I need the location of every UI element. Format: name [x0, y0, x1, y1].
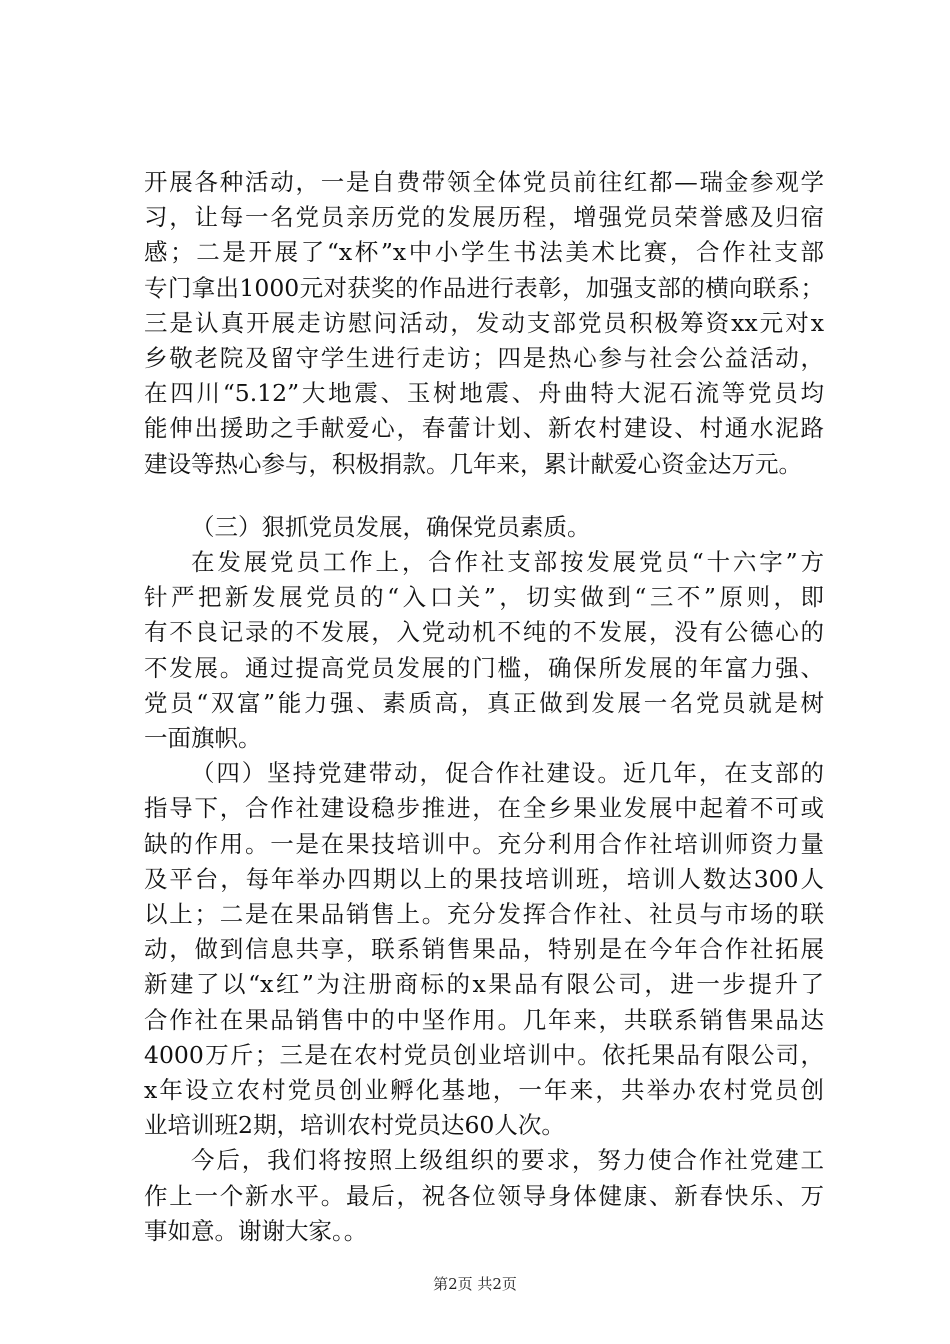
- text-line: 4000万斤；三是在农村党员创业培训中。依托果品有限公司，: [144, 1040, 824, 1069]
- text-line: 新建了以“x红”为注册商标的x果品有限公司，进一步提升了: [144, 970, 824, 999]
- paragraph-cooperative-building: [144, 756, 824, 1143]
- text-line: 及平台，每年举办四期以上的果技培训班，培训人数达300人: [144, 864, 824, 893]
- text-line: 在四川“5.12”大地震、玉树地震、舟曲特大泥石流等党员均: [144, 379, 824, 408]
- paragraph-member-development: [144, 545, 824, 756]
- text-line: （四）坚持党建带动，促合作社建设。近几年，在支部的: [191, 759, 824, 788]
- text-line: 在发展党员工作上，合作社支部按发展党员“十六字”方: [191, 548, 824, 577]
- text-line: 有不良记录的不发展，入党动机不纯的不发展，没有公德心的: [144, 618, 824, 647]
- text-line: 乡敬老院及留守学生进行走访；四是热心参与社会公益活动，: [144, 344, 824, 373]
- text-line: 不发展。通过提高党员发展的门槛，确保所发展的年富力强、: [144, 653, 824, 682]
- text-line: 业培训班2期，培训农村党员达60人次。: [144, 1111, 565, 1140]
- paragraph-closing: [144, 1143, 824, 1249]
- text-line: 事如意。谢谢大家。。: [144, 1216, 368, 1245]
- text-line: 指导下，合作社建设稳步推进，在全乡果业发展中起着不可或: [144, 794, 824, 823]
- text-line: 习，让每一名党员亲历党的发展历程，增强党员荣誉感及归宿: [144, 203, 824, 232]
- text-line: 合作社在果品销售中的中坚作用。几年来，共联系销售果品达: [144, 1005, 824, 1034]
- text-line: x年设立农村党员创业孵化基地，一年来，共举办农村党员创: [144, 1076, 824, 1105]
- text-line: 感；二是开展了“x杯”x中小学生书法美术比赛，合作社支部: [144, 238, 824, 267]
- text-line: 作上一个新水平。最后，祝各位领导身体健康、新春快乐、万: [144, 1181, 824, 1210]
- paragraph-activities: [144, 165, 824, 482]
- text-line: 今后，我们将按照上级组织的要求，努力使合作社党建工: [191, 1146, 824, 1175]
- text-line: 三是认真开展走访慰问活动，发动支部党员积极筹资xx元对x: [144, 308, 824, 337]
- page-number-footer: 第2页 共2页: [433, 1275, 517, 1293]
- text-line: 缺的作用。一是在果技培训中。充分利用合作社培训师资力量: [144, 829, 824, 858]
- text-line: 动，做到信息共享，联系销售果品，特别是在今年合作社拓展: [144, 935, 824, 964]
- text-line: （三）狠抓党员发展，确保党员素质。: [191, 512, 591, 541]
- text-line: 以上；二是在果品销售上。充分发挥合作社、社员与市场的联: [144, 900, 824, 929]
- text-line: 党员“双富”能力强、素质高，真正做到发展一名党员就是树: [144, 688, 824, 717]
- text-line: 一面旗帜。: [144, 724, 262, 753]
- text-line: 能伸出援助之手献爱心，春蕾计划、新农村建设、村通水泥路: [144, 414, 824, 443]
- text-line: 专门拿出1000元对获奖的作品进行表彰，加强支部的横向联系；: [144, 273, 824, 302]
- text-line: 开展各种活动，一是自费带领全体党员前往红都—瑞金参观学: [144, 168, 824, 196]
- section-heading-three: [144, 510, 824, 545]
- text-line: 建设等热心参与，积极捐款。几年来，累计献爱心资金达万元。: [144, 449, 802, 478]
- text-line: 针严把新发展党员的“入口关”，切实做到“三不”原则，即: [144, 583, 824, 612]
- document-body: [144, 165, 824, 1249]
